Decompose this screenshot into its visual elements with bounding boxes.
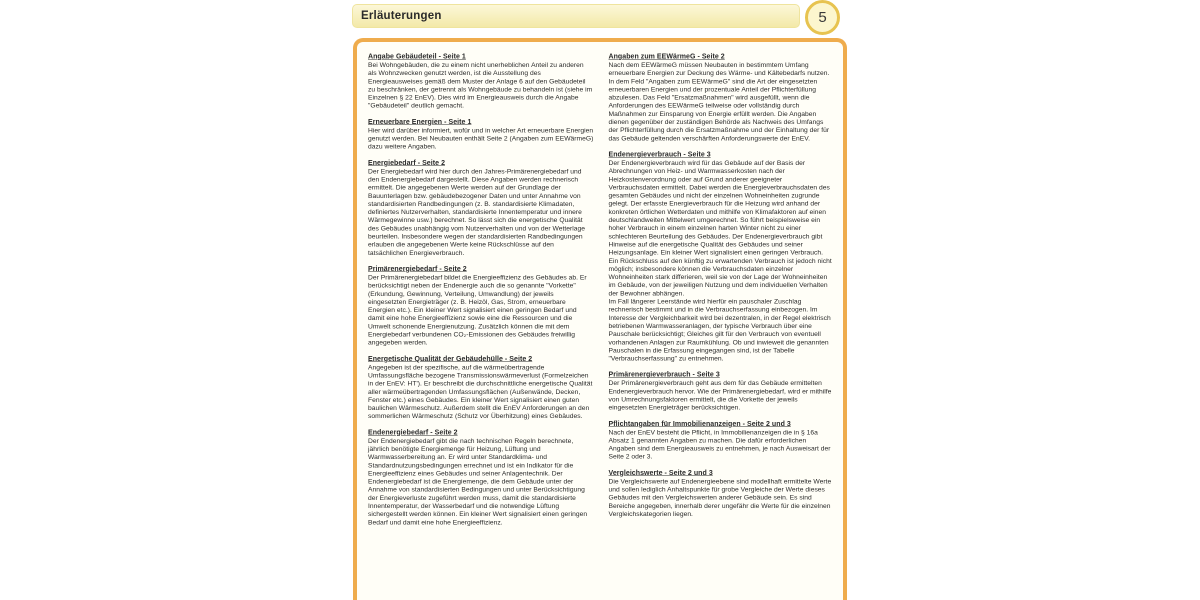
- explanation-section: [609, 419, 835, 461]
- explanations-box: [353, 38, 847, 600]
- section-paragraph: Nach dem EEWärmeG müssen Neubauten in bestimmtem Umfang erneuerbare Energien zur Deckung des Wärme- und Kältebedarfs nutzen. In dem Feld "Angaben zum EEWärmeG" sind die Art der eingesetzten erneuerbaren Energien und der prozentuale Anteil der Pflichterfüllung abzulesen. Das Feld "Ersatzmaßnahmen" wird ausgefüllt, wenn die Anforderungen des EEWärmeG teilweise oder vollständig durch Maßnahmen zur Einsparung von Energie erfüllt werden. Die Angaben dienen gegenüber der zuständigen Behörde als Nachweis des Umfangs der Pflichterfüllung durch die Ersatzmaßnahme und der Einhaltung der für das Gebäude geltenden verschärften Anforderungswerte der EnEV.: [608, 61, 830, 142]
- section-heading: Energetische Qualität der Gebäudehülle - Seite 2: [368, 354, 533, 363]
- section-paragraph: Im Fall längerer Leerstände wird hierfür ein pauschaler Zuschlag rechnerisch bestimmt und in die Verbrauchserfassung einbezogen. Im Interesse der Vergleichbarkeit wird bei dezentralen, in der Regel elektrisch betriebenen Warmwasseranlagen, der typische Verbrauch über eine Pauschale berücksichtigt; Gleiches gilt für den Verbrauch von eventuell vorhandenen Anlagen zur Raumkühlung. Ob und inwieweit die genannten Pauschalen in die Erfassung eingegangen sind, ist der Tabelle "Verbrauchserfassung" zu entnehmen.: [608, 297, 831, 363]
- explanation-section: [609, 370, 835, 412]
- explanation-section: [368, 52, 594, 110]
- section-heading: Endenergieverbrauch - Seite 3: [608, 149, 711, 158]
- section-paragraph: Angegeben ist der spezifische, auf die wärmeübertragende Umfassungsfläche bezogene Transmissionswärmeverlust (Formelzeichen in der EnEV: HT'). Er beschreibt die durchschnittliche energetische Qualität aller wärmeübertragenden Umfassungsflächen (Außenwände, Decken, Fenster etc.) eines Gebäudes. Ein kleiner Wert signalisiert einen guten baulichen Wärmeschutz. Außerdem stellt die EnEV Anforderungen an den sommerlichen Wärmeschutz (Schutz vor Überhitzung) eines Gebäudes.: [368, 363, 593, 420]
- section-paragraph: Nach der EnEV besteht die Pflicht, in Immobilienanzeigen die in § 16a Absatz 1 genannten Angaben zu machen. Die dafür erforderlichen Angaben sind dem Energieausweis zu entnehmen, je nach Ausweisart der Seite 2 oder 3.: [608, 428, 831, 461]
- explanation-section: [368, 354, 594, 420]
- section-paragraph: Der Endenergiebedarf gibt die nach technischen Regeln berechnete, jährlich benötigte Energiemenge für Heizung, Lüftung und Warmwasserbereitung an. Er wird unter Standardklima- und Standardnutzungsbedingungen errechnet und ist ein Indikator für die Energieeffizienz eines Gebäudes und seiner Anlagentechnik. Der Endenergiebedarf ist die Energiemenge, die dem Gebäude unter der Annahme von standardisierten Bedingungen und unter Berücksichtigung der Energieverluste zugeführt werden muss, damit die standardisierte Innentemperatur, der Wasserbedarf und die notwendige Lüftung sichergestellt werden können. Ein kleiner Wert signalisiert einen geringen Bedarf und damit eine hohe Energieeffizienz.: [368, 436, 588, 526]
- explanation-section: [609, 150, 835, 363]
- page-title: Erläuterungen: [361, 10, 442, 22]
- explanation-section: [368, 428, 594, 527]
- section-heading: Erneuerbare Energien - Seite 1: [368, 117, 472, 126]
- page-number: 5: [818, 9, 827, 26]
- explanation-section: [609, 468, 835, 518]
- section-heading: Primärenergieverbrauch - Seite 3: [608, 370, 720, 379]
- content-scale-wrapper: [357, 42, 843, 534]
- section-heading: Pflichtangaben für Immobilienanzeigen - Seite 2 und 3: [608, 419, 791, 428]
- left-column: [368, 52, 594, 534]
- explanation-section: [609, 52, 835, 142]
- section-heading: Vergleichswerte - Seite 2 und 3: [608, 468, 713, 477]
- section-heading: Endenergiebedarf - Seite 2: [368, 427, 458, 436]
- section-heading: Energiebedarf - Seite 2: [368, 158, 446, 167]
- right-column: [609, 52, 835, 534]
- section-paragraph: Der Primärenergiebedarf bildet die Energieeffizienz des Gebäudes ab. Er berücksichtigt neben der Endenergie auch die so genannte "Vorkette" (Erkundung, Gewinnung, Verteilung, Umwandlung) der jeweils eingesetzten Energieträger (z. B. Heizöl, Gas, Strom, erneuerbare Energien etc.). Ein kleiner Wert signalisiert einen geringen Bedarf und damit eine hohe Energieeffizienz sowie eine die Ressourcen und die Umwelt schonende Energienutzung. Zusätzlich können die mit dem Energiebedarf verbundenen CO₂-Emissionen des Gebäudes freiwillig angegeben werden.: [368, 273, 587, 347]
- explanation-section: [368, 158, 594, 257]
- section-paragraph: Die Vergleichswerte auf Endenergieebene sind modellhaft ermittelte Werte und sollen lediglich Anhaltspunkte für grobe Vergleiche der Werte dieses Gebäudes mit den Vergleichswerten anderer Gebäude sein. Es sind Bereiche angegeben, innerhalb derer ungefähr die Werte für die einzelnen Vergleichskategorien liegen.: [608, 477, 832, 518]
- section-heading: Angabe Gebäudeteil - Seite 1: [368, 52, 466, 60]
- page-number-badge: [805, 0, 840, 35]
- section-paragraph: Der Energiebedarf wird hier durch den Jahres-Primärenergiebedarf und den Endenergiebedarf dargestellt. Diese Angaben werden rechnerisch ermittelt. Die angegebenen Werte werden auf der Grundlage der Bauunterlagen bzw. gebäudebezogener Daten und unter Annahme von standardisierten Randbedingungen (z. B. standardisierte Klimadaten, definiertes Nutzerverhalten, standardisierte Innentemperatur und innere Wärmegewinne usw.) berechnet. So lässt sich die energetische Qualität des Gebäudes unabhängig vom Nutzerverhalten und von der Wetterlage beurteilen. Insbesondere wegen der standardisierten Randbedingungen erlauben die angegebenen Werte keine Rückschlüsse auf den tatsächlichen Energieverbrauch.: [368, 167, 586, 257]
- section-paragraph: Hier wird darüber informiert, wofür und in welcher Art erneuerbare Energien genutzt werden. Bei Neubauten enthält Seite 2 (Angaben zum EEWärmeG) dazu weitere Angaben.: [368, 126, 594, 151]
- section-heading: Primärenergiebedarf - Seite 2: [368, 264, 467, 273]
- page-header-bar: [352, 4, 800, 28]
- text-columns: [368, 52, 834, 534]
- section-paragraph: Der Primärenergieverbrauch geht aus dem für das Gebäude ermittelten Endenergieverbrauch hervor. Wie der Primärenergiebedarf, wird er mithilfe von Umrechnungsfaktoren ermittelt, die die Vorkette der jeweils eingesetzten Energieträger berücksichtigen.: [608, 379, 832, 412]
- explanation-section: [368, 264, 594, 346]
- section-heading: Angaben zum EEWärmeG - Seite 2: [608, 52, 725, 60]
- section-paragraph: Bei Wohngebäuden, die zu einem nicht unerheblichen Anteil zu anderen als Wohnzwecken genutzt werden, ist die Ausstellung des Energieausweises gemäß dem Muster der Anlage 6 auf den Gebäudeteil zu beschränken, der getrennt als Wohngebäude zu behandeln ist (siehe im Einzelnen § 22 EnEV). Dies wird im Energieausweis durch die Angabe "Gebäudeteil" deutlich gemacht.: [368, 61, 593, 110]
- explanation-section: [368, 117, 594, 150]
- section-paragraph: Der Endenergieverbrauch wird für das Gebäude auf der Basis der Abrechnungen von Heiz- und Warmwasserkosten nach der Heizkostenverordnung oder auf Grund anderer geeigneter Verbrauchsdaten ermittelt. Dabei werden die Energieverbrauchsdaten des gesamten Gebäudes und nicht der einzelnen Wohneinheiten zugrunde gelegt. Der erfasste Energieverbrauch für die Heizung wird anhand der konkreten örtlichen Wetterdaten und mithilfe von Klimafaktoren auf einen deutschlandweiten Mittelwert umgerechnet. So führt beispielsweise ein hoher Verbrauch in einem einzelnen harten Winter nicht zu einer schlechteren Beurteilung des Gebäudes. Der Endenergieverbrauch gibt Hinweise auf die energetische Qualität des Gebäudes und seiner Heizungsanlage. Ein kleiner Wert signalisiert einen geringen Verbrauch. Ein Rückschluss auf den künftig zu erwartenden Verbrauch ist jedoch nicht möglich; insbesondere können die Verbrauchsdaten einzelner Wohneinheiten stark differieren, weil sie von der Lage der Wohneinheiten im Gebäude, von der jeweiligen Nutzung und dem individuellen Verhalten der Bewohner abhängen.: [608, 158, 832, 297]
